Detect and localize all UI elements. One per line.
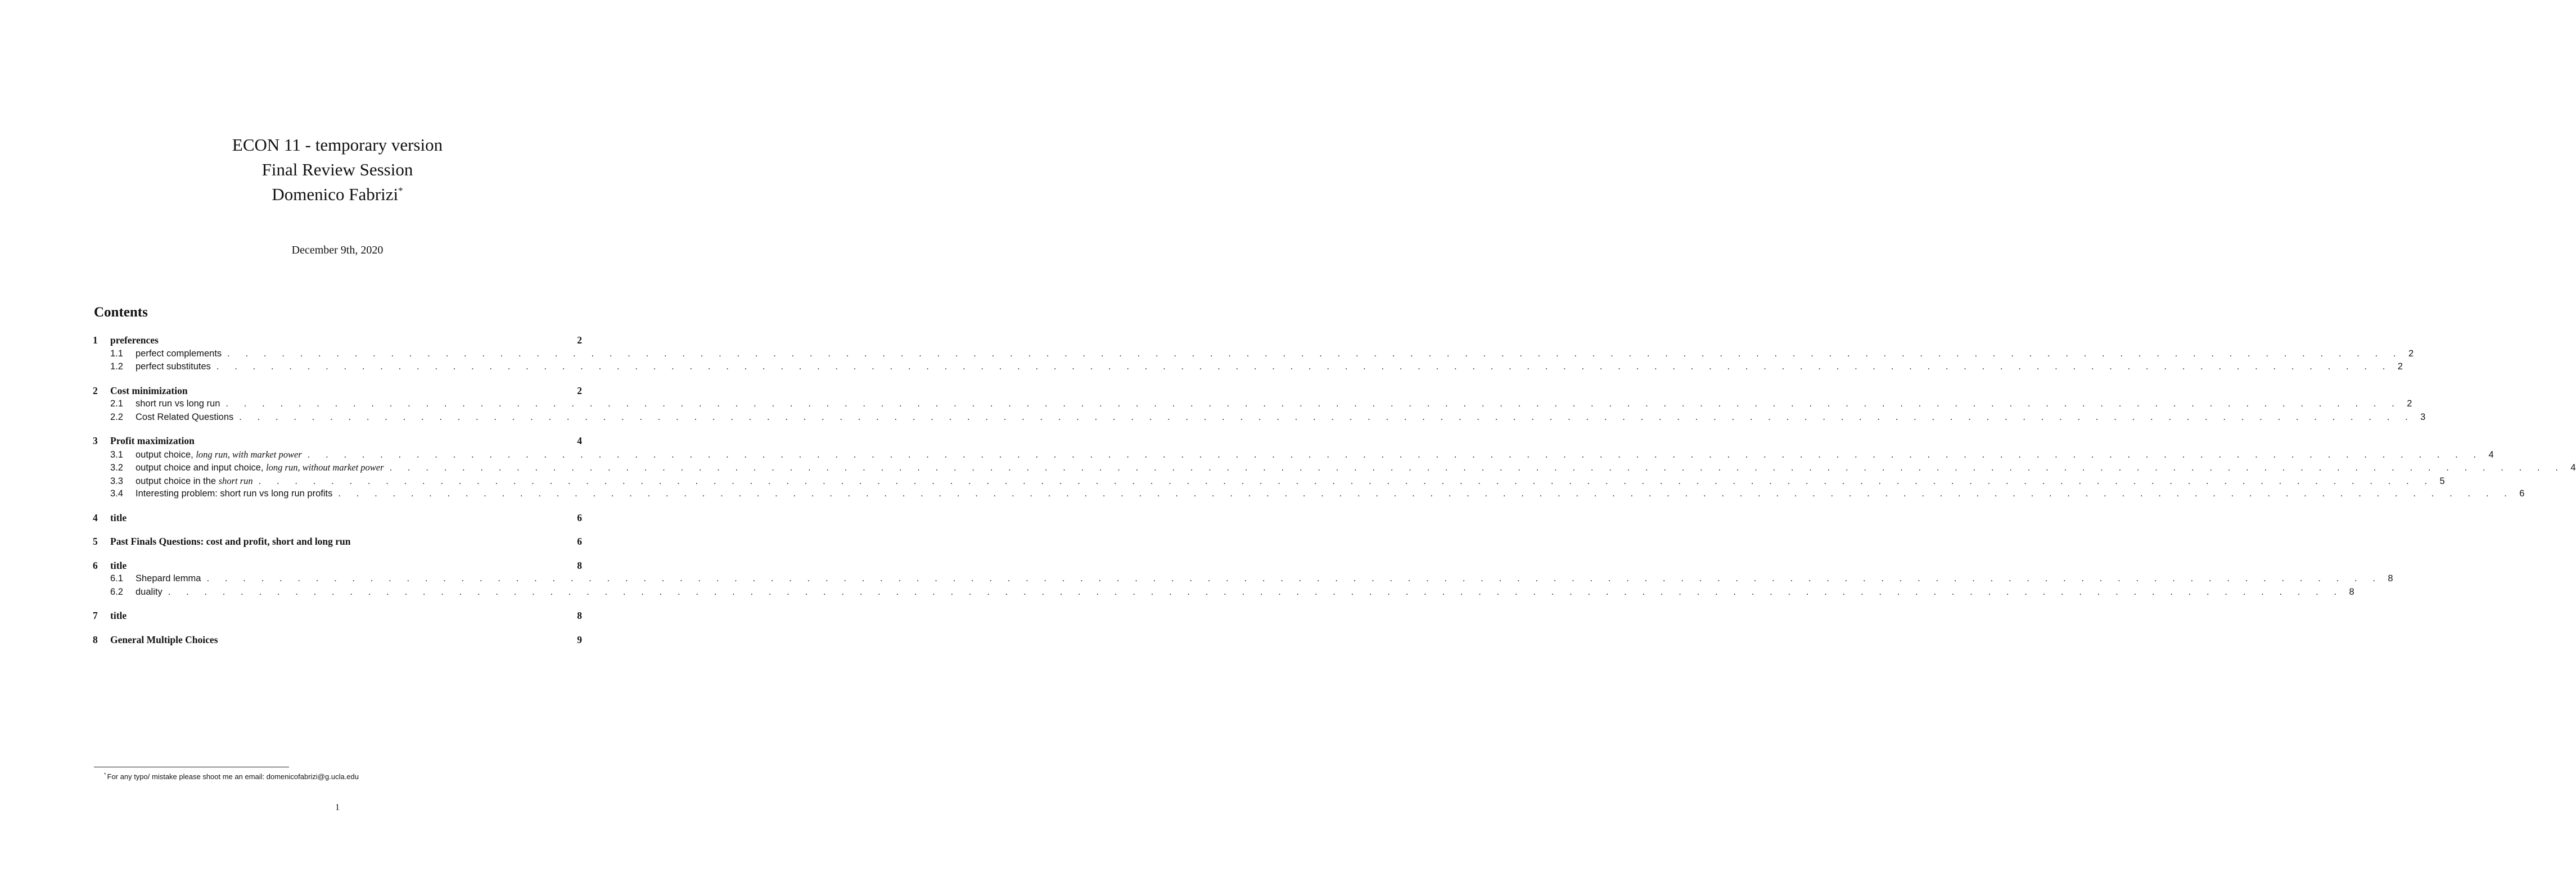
table-of-contents (93, 334, 2576, 657)
toc-page-number: 4 (2570, 463, 2576, 473)
toc-section (93, 512, 582, 525)
toc-section-title: General Multiple Choices (110, 634, 218, 645)
author-footnote-mark: * (398, 185, 403, 196)
toc-section-entry[interactable] (93, 535, 582, 549)
document-subtitle: Final Review Session (261, 160, 413, 179)
toc-section-entry[interactable] (93, 334, 582, 347)
toc-subsection-entry[interactable] (93, 474, 2445, 488)
toc-title-text: perfect complements (136, 348, 222, 359)
toc-subsection-title (136, 397, 220, 411)
toc-subsection-title (136, 586, 163, 599)
toc-dot-leader: . . . . . . . . . . . . . . . . . . . . . . . . . . . . . . . . . . . . . . . . . . . . . . . . . . . . . . . . . . . . . . . . . . . . . . . . . . . . . . . . . . . . . . . . . . . . . . . . . . . . . . . . . . . . . . . . . . . . . . . . (225, 399, 2401, 409)
toc-title-emphasis: long run, with market power (196, 449, 302, 460)
toc-title-emphasis: long run, without market power (266, 462, 384, 473)
toc-section-entry[interactable] (93, 435, 582, 448)
toc-section-number: 2 (93, 385, 98, 396)
toc-subsection-entry[interactable] (93, 397, 2412, 411)
toc-page-number: 2 (2397, 361, 2403, 372)
toc-title-text: output choice and input choice, (136, 463, 267, 473)
toc-subsection-number: 1.2 (110, 361, 123, 372)
toc-title-text: Interesting problem: short run vs long run profits (136, 488, 333, 499)
document-title: ECON 11 - temporary version (232, 135, 443, 155)
footnote-mark: * (104, 771, 106, 777)
toc-section-title: title (110, 610, 127, 621)
toc-subsection-title (136, 448, 302, 462)
toc-page-number: 6 (577, 536, 582, 547)
toc-section-title: title (110, 559, 127, 571)
toc-subsection-title (136, 347, 222, 361)
toc-subsection-title (136, 411, 233, 424)
toc-subsection-entry[interactable] (93, 461, 2576, 474)
toc-dot-leader: . . . . . . . . . . . . . . . . . . . . . . . . . . . . . . . . . . . . . . . . . . . . . . . . . . . . . . . . . . . . . . . . . . . . . . . . . . . . . . . . . . . . . . . . . . . . . . . . . . . . . . . . . . . . . . . . . . . . . . . . (206, 573, 2382, 583)
toc-section (93, 559, 2393, 599)
toc-section-title: title (110, 512, 127, 523)
toc-subsection-title (136, 487, 332, 501)
toc-dot-leader: . . . . . . . . . . . . . . . . . . . . . . . . . . . . . . . . . . . . . . . . . . . . . . . . . . . . . . . . . . . . . . . . . . . . . . . . . . . . . . . . . . . . . . . . . . . . . . . . . . . . . . . . . . . . . . . . . . . . . . . . (168, 586, 2343, 597)
page-number: 1 (335, 803, 340, 812)
toc-page-number: 8 (577, 559, 582, 571)
footnote-text: For any typo/ mistake please shoot me an email: domenicofabrizi@g.ucla.edu (107, 772, 359, 781)
toc-subsection-title (136, 474, 253, 488)
toc-page-number: 4 (577, 435, 582, 446)
toc-section (93, 634, 582, 647)
toc-page-number: 5 (2439, 476, 2445, 486)
toc-title-text: perfect substitutes (136, 361, 211, 372)
toc-section-number: 5 (93, 536, 98, 547)
title-block (0, 133, 675, 207)
contents-heading: Contents (94, 305, 148, 320)
toc-dot-leader: . . . . . . . . . . . . . . . . . . . . . . . . . . . . . . . . . . . . . . . . . . . . . . . . . . . . . . . . . . . . . . . . . . . . . . . . . . . . . . . . . . . . . . . . . . . . . . . . . . . . . . . . . . . . . . . . . . . . . . . . (239, 411, 2415, 422)
toc-section (93, 609, 582, 623)
toc-section-title: preferences (110, 334, 159, 346)
toc-title-text: Cost Related Questions (136, 411, 234, 422)
toc-section-number: 7 (93, 610, 98, 621)
document-date: December 9th, 2020 (291, 244, 384, 256)
toc-title-emphasis: short run (218, 475, 253, 486)
toc-subsection-number: 6.1 (110, 573, 123, 583)
toc-page-number: 9 (577, 634, 582, 645)
toc-title-text: duality (136, 586, 163, 597)
toc-page-number: 8 (2349, 586, 2354, 597)
author-line (0, 182, 675, 207)
toc-page-number: 2 (2408, 348, 2414, 359)
toc-page-number: 4 (2488, 449, 2494, 460)
toc-subsection-entry[interactable] (93, 360, 2403, 374)
toc-section-number: 1 (93, 334, 98, 346)
toc-subsection-entry[interactable] (93, 448, 2494, 462)
toc-page-number: 2 (577, 334, 582, 346)
toc-title-text: output choice in the (136, 476, 219, 486)
toc-page-number: 8 (2388, 573, 2393, 583)
toc-section (93, 385, 2426, 424)
toc-dot-leader: . . . . . . . . . . . . . . . . . . . . . . . . . . . . . . . . . . . . . . . . . . . . . . . . . . . . . . . . . . . . . . . . . . . . . . . . . . . . . . . . . . . . . . . . . . . . . . . . . . . . . . . . . . . . . . . . . . . . . . . . (389, 463, 2565, 473)
toc-dot-leader: . . . . . . . . . . . . . . . . . . . . . . . . . . . . . . . . . . . . . . . . . . . . . . . . . . . . . . . . . . . . . . . . . . . . . . . . . . . . . . . . . . . . . . . . . . . . . . . . . . . . . . . . . . . . . . . . . . . . . . . . (258, 476, 2434, 486)
toc-page-number: 8 (577, 610, 582, 621)
toc-subsection-number: 3.1 (110, 449, 123, 460)
toc-subsection-title (136, 572, 201, 586)
toc-section (93, 535, 582, 549)
toc-dot-leader: . . . . . . . . . . . . . . . . . . . . . . . . . . . . . . . . . . . . . . . . . . . . . . . . . . . . . . . . . . . . . . . . . . . . . . . . . . . . . . . . . . . . . . . . . . . . . . . . . . . . . . . . . . . . . . . . . . . . . . . . (227, 348, 2403, 359)
toc-subsection-number: 3.2 (110, 463, 123, 473)
toc-subsection-entry[interactable] (93, 586, 2354, 599)
toc-page-number: 2 (2407, 399, 2412, 409)
toc-section-title: Cost minimization (110, 385, 188, 396)
toc-subsection-entry[interactable] (93, 347, 2414, 361)
toc-section-number: 8 (93, 634, 98, 645)
toc-dot-leader: . . . . . . . . . . . . . . . . . . . . . . . . . . . . . . . . . . . . . . . . . . . . . . . . . . . . . . . . . . . . . . . . . . . . . . . . . . . . . . . . . . . . . . . . . . . . . . . . . . . . . . . . . . . . . . . . . . . . . . . . (216, 361, 2392, 372)
toc-subsection-number: 2.2 (110, 411, 123, 422)
toc-subsection-entry[interactable] (93, 487, 2525, 501)
toc-title-text: output choice, (136, 449, 196, 460)
toc-section-entry[interactable] (93, 512, 582, 525)
toc-title-text: short run vs long run (136, 399, 220, 409)
toc-section-entry[interactable] (93, 385, 582, 398)
toc-subsection-title (136, 360, 211, 374)
toc-section (93, 435, 2576, 501)
toc-subsection-entry[interactable] (93, 411, 2426, 424)
toc-subsection-number: 1.1 (110, 348, 123, 359)
toc-section (93, 334, 2414, 374)
toc-subsection-number: 6.2 (110, 586, 123, 597)
toc-page-number: 3 (2420, 411, 2426, 422)
toc-title-text: Shepard lemma (136, 573, 201, 583)
toc-section-number: 6 (93, 559, 98, 571)
toc-subsection-number: 3.3 (110, 476, 123, 486)
toc-section-entry[interactable] (93, 634, 582, 647)
author-name: Domenico Fabrizi (272, 184, 399, 204)
toc-section-title: Past Finals Questions: cost and profit, short and long run (110, 536, 351, 547)
toc-subsection-number: 2.1 (110, 399, 123, 409)
toc-section-number: 3 (93, 435, 98, 446)
toc-subsection-number: 3.4 (110, 488, 123, 499)
toc-subsection-entry[interactable] (93, 572, 2393, 586)
footnote (104, 772, 359, 781)
toc-page-number: 6 (577, 512, 582, 523)
toc-subsection-title (136, 461, 384, 475)
toc-section-number: 4 (93, 512, 98, 523)
toc-page-number: 2 (577, 385, 582, 396)
toc-page-number: 6 (2519, 488, 2525, 499)
toc-section-entry[interactable] (93, 609, 582, 623)
toc-section-title: Profit maximization (110, 435, 195, 446)
toc-dot-leader: . . . . . . . . . . . . . . . . . . . . . . . . . . . . . . . . . . . . . . . . . . . . . . . . . . . . . . . . . . . . . . . . . . . . . . . . . . . . . . . . . . . . . . . . . . . . . . . . . . . . . . . . . . . . . . . . . . . . . . . . (307, 449, 2483, 460)
toc-dot-leader: . . . . . . . . . . . . . . . . . . . . . . . . . . . . . . . . . . . . . . . . . . . . . . . . . . . . . . . . . . . . . . . . . . . . . . . . . . . . . . . . . . . . . . . . . . . . . . . . . . . . . . . . . . . . . . . . . . . . . . . . (338, 488, 2514, 499)
toc-section-entry[interactable] (93, 559, 582, 573)
